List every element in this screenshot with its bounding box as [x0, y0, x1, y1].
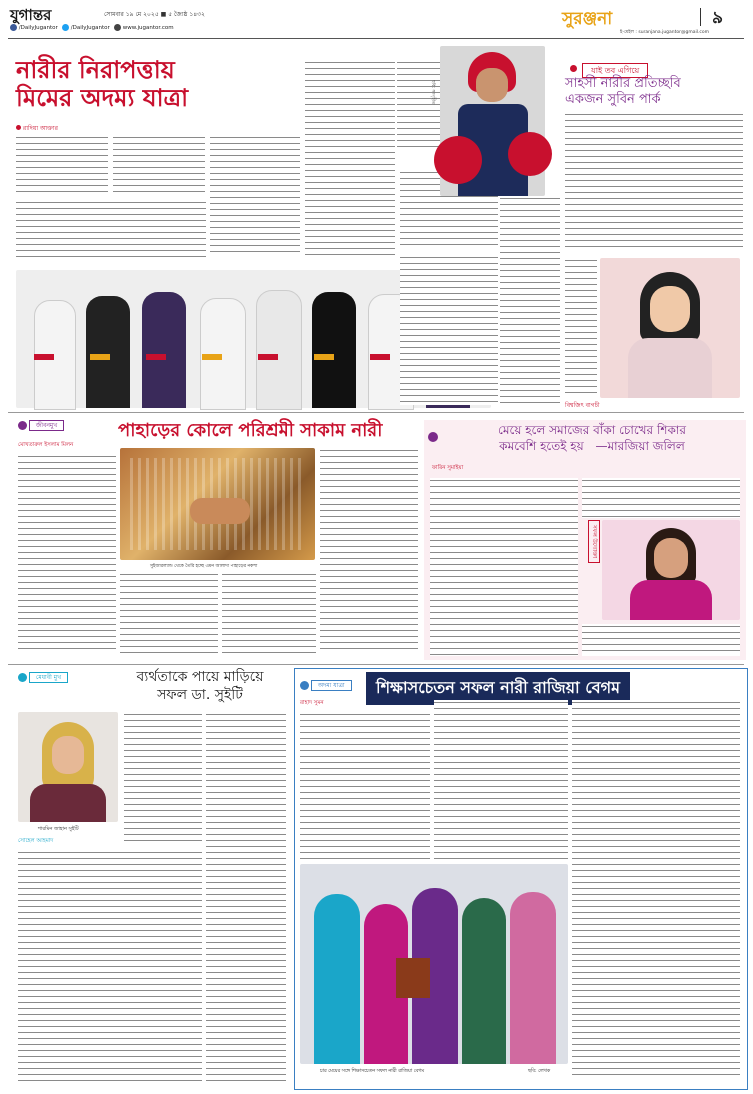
face-shape-4 [52, 736, 84, 774]
masthead-rule [8, 38, 744, 39]
group-shape-2 [86, 296, 130, 408]
twitter-link[interactable]: /DailyJugantor [62, 24, 110, 31]
mid-section-tag: জীবনমুখ [18, 420, 64, 431]
face-shape [476, 68, 508, 102]
opinion-body-col3 [582, 624, 740, 656]
br-photo-caption: চার মেয়ের সঙ্গে শিক্ষাসচেতন সফল নারী রাজিয়া বেগম [320, 1069, 425, 1074]
opinion-byline: ফারিন সুমাইয়া [432, 465, 464, 471]
photo-credit-vertical: ছবি: সংগৃহীত [430, 80, 435, 105]
mid-byline: মোখতারুল ইসলাম মিলন [18, 442, 74, 448]
website-link[interactable]: www.jugantor.com [114, 24, 174, 31]
br-section-tag: অদম্য যাত্রা [300, 680, 352, 691]
lead-body-col3 [210, 135, 300, 255]
bl-body-col1 [18, 850, 202, 1086]
opinion-dot [428, 432, 438, 442]
mid-body-col4 [320, 448, 418, 654]
opinion-author: —মারজিয়া জলিল [595, 439, 685, 453]
page-number: ৯ [712, 8, 724, 28]
mid-body-col3 [222, 572, 316, 654]
tag-dot [570, 65, 577, 72]
group-shape-5 [256, 290, 302, 410]
separator-1 [8, 412, 744, 413]
mid-body-col2 [120, 572, 218, 654]
bl-body-col2 [124, 712, 202, 846]
issue-date: সোমবার ১৯ মে ২০২৫ ■ ৫ জ্যৈষ্ঠ ১৪৩২ [104, 11, 205, 18]
bl-byline: সোহেল আহমাদ [18, 838, 54, 844]
lead-body-col8 [400, 255, 498, 405]
lead-body-col4 [305, 60, 395, 255]
br-photo-credit: ছবি: লেখক [528, 1069, 551, 1074]
opinion-headline: মেয়ে হলে সমাজের বাঁকা চোখের শিকার কমবেশি হতেই হয় —মারজিয়া জলিল [498, 423, 686, 453]
woman-shape-5 [510, 892, 556, 1064]
sidebar-headline: সাহসী নারীর প্রতিচ্ছবি একজন সুবিন পার্ক [565, 76, 681, 107]
separator-2 [8, 664, 744, 665]
face-shape-2 [650, 286, 690, 332]
sidebar-tag: যাই তব এগিয়ে [570, 58, 648, 78]
section-dot [18, 421, 27, 430]
saree-shape [630, 580, 712, 620]
bl-photo-sweety [18, 712, 118, 822]
lead-body-col5 [397, 60, 442, 150]
jacket-shape [628, 338, 712, 398]
sidebar-body-top [565, 112, 743, 252]
br-photo-group [300, 864, 568, 1064]
mid-photo-caption: সুইজারল্যান্ড থেকে তৈরি হচ্ছে এমন আলাদা পাহাড়ের নকশা [150, 564, 258, 569]
lead-headline: নারীর নিরাপত্তায় মিমের অদম্য যাত্রা [16, 55, 189, 112]
section-email: ই-মেইল : suranjana.jugantor@gmail.com [620, 30, 710, 35]
masthead [0, 0, 753, 46]
br-body-col2 [434, 700, 568, 860]
lead-body-col1 [16, 135, 108, 195]
sidebar-body-mid [565, 258, 597, 398]
mid-headline: পাহাড়ের কোলে পরিশ্রমী সাকাম নারী [118, 420, 383, 441]
section-dot-2 [18, 673, 27, 682]
mid-body-col1 [18, 454, 116, 654]
globe-icon [114, 24, 121, 31]
weaver-hands [190, 498, 250, 524]
opinion-side-tag: সফল উদ্যোক্তা [588, 520, 600, 563]
br-body-col1 [300, 712, 430, 860]
book-shape [396, 958, 430, 998]
lead-photo-boxer [440, 46, 545, 196]
woman-shape-1 [314, 894, 360, 1064]
section-name: সুরঞ্জনা [562, 9, 613, 29]
mid-photo-weaving [120, 448, 315, 560]
face-shape-3 [654, 538, 688, 578]
bl-section-tag: মেধাবী মুখ [18, 672, 68, 683]
logo: যুগান্তর [10, 6, 52, 24]
sidebar-byline: বিশ্বজিৎ বাগচী [565, 402, 600, 409]
opinion-photo-marzia [602, 520, 740, 620]
opinion-body-col2 [582, 478, 740, 518]
woman-shape-4 [462, 898, 506, 1064]
lead-byline: রাদিয়া আক্তার [16, 123, 58, 134]
br-byline: রাহাদ সুমন [300, 700, 324, 706]
pen-icon [16, 125, 21, 130]
page-divider [700, 8, 701, 26]
group-shape-3 [142, 292, 186, 408]
group-shape-6 [312, 292, 356, 408]
opinion-body-col1 [430, 478, 578, 656]
facebook-icon [10, 24, 17, 31]
glove-left-shape [434, 136, 482, 184]
br-headline: শিক্ষাসচেতন সফল নারী রাজিয়া বেগম [366, 672, 630, 705]
bl-photo-caption: শারমিন জাহান সুইটি [38, 826, 79, 832]
dress-shape [30, 784, 106, 822]
sidebar-body-right [500, 196, 560, 406]
bl-headline: ব্যর্থতাকে পায়ে মাড়িয়ে সফল ডা. সুইটি [136, 669, 264, 703]
glove-right-shape [508, 132, 552, 176]
bl-body-col3 [206, 712, 286, 1086]
br-body-col3 [572, 700, 740, 1080]
lead-body-col2 [113, 135, 205, 195]
facebook-link[interactable]: /DailyJugantor [10, 24, 58, 31]
lead-body-col7 [16, 200, 206, 260]
twitter-icon [62, 24, 69, 31]
section-dot-3 [300, 681, 309, 690]
sidebar-photo-subin-park [600, 258, 740, 398]
